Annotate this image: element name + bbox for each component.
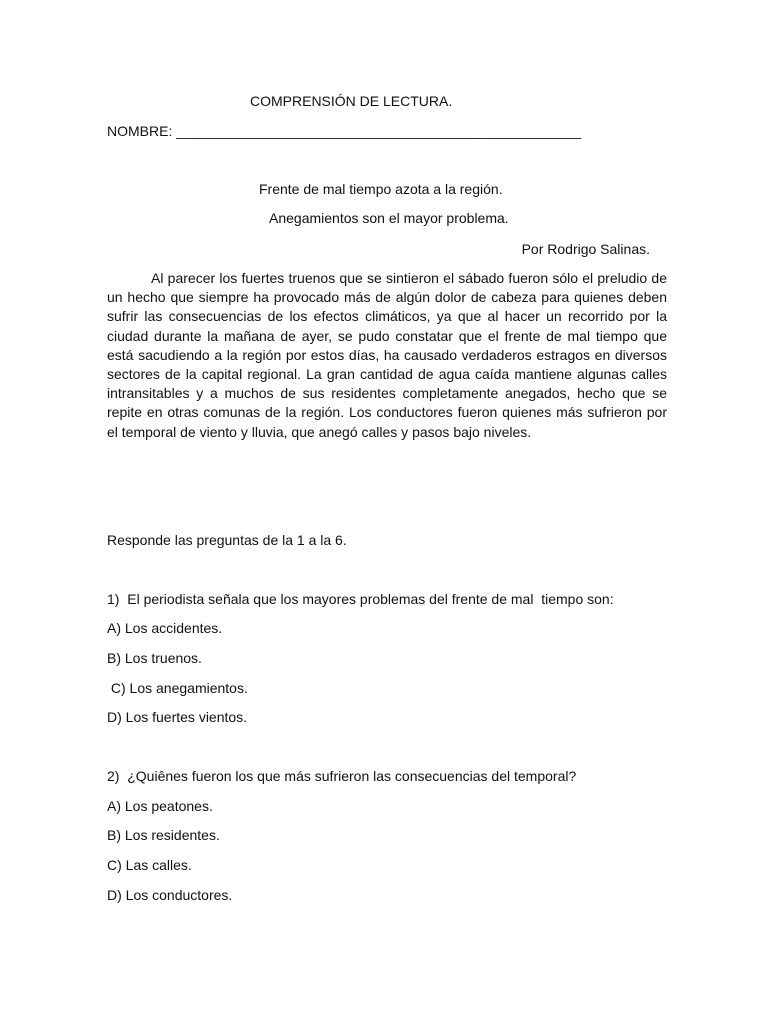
name-field-line: NOMBRE: ____________________________________________________ [107, 123, 582, 139]
document-title: COMPRENSIÓN DE LECTURA. [250, 93, 453, 109]
question-2-option-a: A) Los peatones. [107, 798, 213, 814]
question-1-option-a: A) Los accidentes. [107, 620, 223, 636]
question-2-option-d: D) Los conductores. [107, 887, 233, 903]
article-author: Por Rodrigo Salinas. [521, 241, 650, 257]
question-2-option-c: C) Las calles. [107, 857, 192, 873]
article-headline: Frente de mal tiempo azota a la región. [259, 181, 503, 197]
question-1: 1) El periodista señala que los mayores problemas del frente de mal tiempo son: [107, 591, 614, 607]
question-2-option-b: B) Los residentes. [107, 827, 220, 843]
question-1-option-c: C) Los anegamientos. [107, 680, 248, 696]
question-2: 2) ¿Quiênes fueron los que más sufrieron las consecuencias del temporal? [107, 768, 577, 784]
question-1-option-b: B) Los truenos. [107, 650, 202, 666]
article-body: Al parecer los fuertes truenos que se sintieron el sábado fueron sólo el preludio de un hecho que siempre ha provocado más de algún dolor de cabeza para quienes deben sufrir las consecuencias de los efectos climáticos, ya que al hacer un recorrido por la ciudad durante la mañana de ayer, se pudo constatar que el frente de mal tiempo que está sacudiendo a la región por estos días, ha causado verdaderos estragos en diversos sectores de la capital regional. La gran cantidad de agua caída mantiene algunas calles intransitables y a muchos de sus residentes completamente anegados, hecho que se repite en otras comunas de la región. Los conductores fueron quienes más sufrieron por el temporal de viento y lluvia, que anegó calles y pasos bajo niveles. [107, 270, 667, 440]
article-subheadline: Anegamientos son el mayor problema. [269, 210, 509, 226]
instructions: Responde las preguntas de la 1 a la 6. [107, 532, 347, 548]
question-1-option-d: D) Los fuertes vientos. [107, 709, 248, 725]
